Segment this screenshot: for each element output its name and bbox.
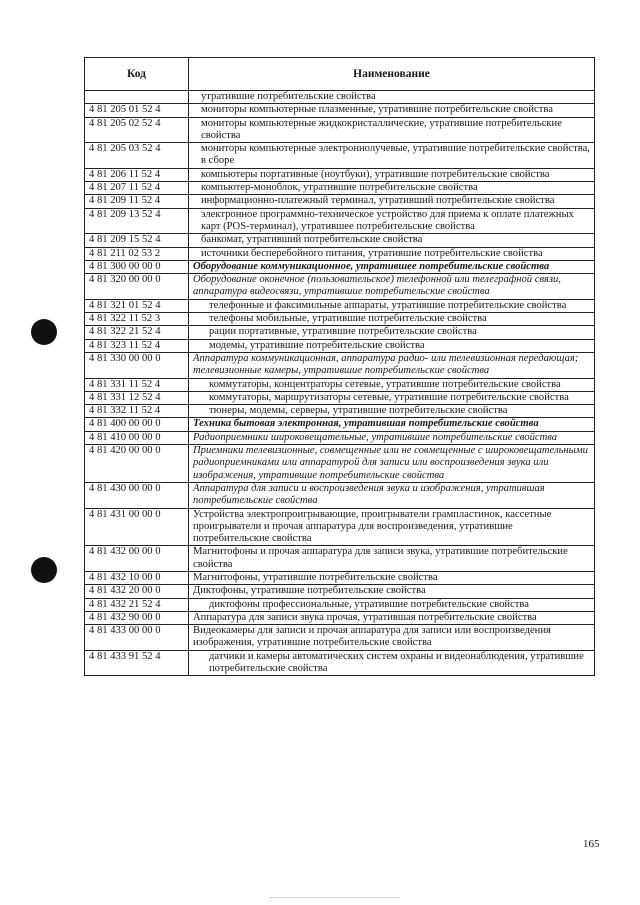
row-code: 4 81 209 11 52 4	[85, 195, 189, 208]
row-name: коммутаторы, концентраторы сетевые, утратившие потребительские свойства	[189, 378, 595, 391]
row-name: рации портативные, утратившие потребительские свойства	[189, 326, 595, 339]
table-row	[85, 546, 595, 572]
row-name: Оборудование оконечное (пользовательское) телефонной или телеграфной связи, аппаратура видеосвязи, утратившие потребительские свойства	[189, 274, 595, 300]
row-code: 4 81 207 11 52 4	[85, 182, 189, 195]
table-row	[85, 326, 595, 339]
row-name: утратившие потребительские свойства	[189, 91, 595, 104]
row-code: 4 81 320 00 00 0	[85, 274, 189, 300]
table-row	[85, 508, 595, 546]
table-row	[85, 405, 595, 418]
row-name: Техника бытовая электронная, утратившая потребительские свойства	[189, 418, 595, 431]
row-name: мониторы компьютерные плазменные, утратившие потребительские свойства	[189, 104, 595, 117]
table-row	[85, 195, 595, 208]
table-row	[85, 482, 595, 508]
table-row	[85, 650, 595, 676]
row-name: Магнитофоны, утратившие потребительские свойства	[189, 571, 595, 584]
table-row	[85, 143, 595, 169]
row-code: 4 81 331 11 52 4	[85, 378, 189, 391]
table-row	[85, 208, 595, 234]
row-name: коммутаторы, маршрутизаторы сетевые, утратившие потребительские свойства	[189, 391, 595, 404]
row-code: 4 81 332 11 52 4	[85, 405, 189, 418]
row-name: Магнитофоны и прочая аппаратура для записи звука, утратившие потребительские свойства	[189, 546, 595, 572]
row-code: 4 81 322 21 52 4	[85, 326, 189, 339]
table-row	[85, 625, 595, 651]
row-name: Аппаратура для записи звука прочая, утратившая потребительские свойства	[189, 611, 595, 624]
row-code: 4 81 410 00 00 0	[85, 431, 189, 444]
row-code	[85, 91, 189, 104]
row-name: банкомат, утративший потребительские свойства	[189, 234, 595, 247]
row-name: модемы, утратившие потребительские свойства	[189, 339, 595, 352]
row-name: Приемники телевизионные, совмещенные или не совмещенные с широковещательными радиоприемниками или аппаратурой для записи или воспроизведения звука или изображения, утратившие потребительские свойства	[189, 445, 595, 483]
table-header-row	[85, 58, 595, 91]
row-code: 4 81 431 00 00 0	[85, 508, 189, 546]
row-code: 4 81 323 11 52 4	[85, 339, 189, 352]
row-code: 4 81 209 15 52 4	[85, 234, 189, 247]
table-row	[85, 352, 595, 378]
row-code: 4 81 433 91 52 4	[85, 650, 189, 676]
table-row	[85, 378, 595, 391]
row-code: 4 81 432 21 52 4	[85, 598, 189, 611]
binder-hole-bottom	[31, 557, 57, 583]
row-name: Аппаратура коммуникационная, аппаратура радио- или телевизионная передающая; телевизионные камеры, утратившие потребительские свойства	[189, 352, 595, 378]
row-code: 4 81 420 00 00 0	[85, 445, 189, 483]
table-row	[85, 274, 595, 300]
table-row	[85, 168, 595, 181]
table-row	[85, 598, 595, 611]
row-code: 4 81 432 00 00 0	[85, 546, 189, 572]
row-code: 4 81 432 20 00 0	[85, 585, 189, 598]
row-code: 4 81 330 00 00 0	[85, 352, 189, 378]
row-name: информационно-платежный терминал, утративший потребительские свойства	[189, 195, 595, 208]
row-code: 4 81 321 01 52 4	[85, 299, 189, 312]
table-row	[85, 260, 595, 273]
row-name: телефонные и факсимильные аппараты, утратившие потребительские свойства	[189, 299, 595, 312]
row-name: мониторы компьютерные электроннолучевые, утратившие потребительские свойства, в сборе	[189, 143, 595, 169]
table-row	[85, 611, 595, 624]
row-name: компьютеры портативные (ноутбуки), утратившие потребительские свойства	[189, 168, 595, 181]
row-name: компьютер-моноблок, утратившие потребительские свойства	[189, 182, 595, 195]
table-row	[85, 431, 595, 444]
row-code: 4 81 331 12 52 4	[85, 391, 189, 404]
row-name: Устройства электропроигрывающие, проигрыватели грампластинок, кассетные проигрыватели и прочая аппаратура для воспроизведения, утратившие потребительские свойства	[189, 508, 595, 546]
column-header-code: Код	[85, 58, 189, 91]
page-number: 165	[583, 838, 600, 850]
waste-codes-table	[84, 57, 595, 676]
row-code: 4 81 300 00 00 0	[85, 260, 189, 273]
column-header-name: Наименование	[189, 58, 595, 91]
table-row	[85, 339, 595, 352]
table-row	[85, 313, 595, 326]
row-name: Радиоприемники широковещательные, утратившие потребительские свойства	[189, 431, 595, 444]
table-row	[85, 299, 595, 312]
row-name: электронное программно-техническое устройство для приема к оплате платежных карт (POS-терминал), утратившее потребительские свойства	[189, 208, 595, 234]
row-code: 4 81 400 00 00 0	[85, 418, 189, 431]
row-code: 4 81 205 01 52 4	[85, 104, 189, 117]
table-row	[85, 391, 595, 404]
row-name: Диктофоны, утратившие потребительские свойства	[189, 585, 595, 598]
table-row	[85, 104, 595, 117]
row-code: 4 81 432 10 00 0	[85, 571, 189, 584]
row-name: источники бесперебойного питания, утратившие потребительские свойства	[189, 247, 595, 260]
table-row	[85, 585, 595, 598]
table-row	[85, 445, 595, 483]
row-code: 4 81 433 00 00 0	[85, 625, 189, 651]
row-code: 4 81 205 03 52 4	[85, 143, 189, 169]
row-name: Оборудование коммуникационное, утратившее потребительские свойства	[189, 260, 595, 273]
row-name: датчики и камеры автоматических систем охраны и видеонаблюдения, утратившие потребительские свойства	[189, 650, 595, 676]
row-code: 4 81 206 11 52 4	[85, 168, 189, 181]
row-name: тюнеры, модемы, серверы, утратившие потребительские свойства	[189, 405, 595, 418]
table-row	[85, 117, 595, 143]
table-row	[85, 571, 595, 584]
row-name: Видеокамеры для записи и прочая аппаратура для записи или воспроизведения изображения, утратившие потребительские свойства	[189, 625, 595, 651]
table-row	[85, 182, 595, 195]
row-name: диктофоны профессиональные, утратившие потребительские свойства	[189, 598, 595, 611]
scan-artifact	[270, 897, 400, 900]
row-code: 4 81 211 02 53 2	[85, 247, 189, 260]
table-row	[85, 418, 595, 431]
table-row	[85, 91, 595, 104]
row-code: 4 81 432 90 00 0	[85, 611, 189, 624]
table-row	[85, 247, 595, 260]
row-code: 4 81 322 11 52 3	[85, 313, 189, 326]
binder-hole-top	[31, 319, 57, 345]
table-row	[85, 234, 595, 247]
row-code: 4 81 209 13 52 4	[85, 208, 189, 234]
row-name: Аппаратура для записи и воспроизведения звука и изображения, утратившая потребительские свойства	[189, 482, 595, 508]
row-code: 4 81 430 00 00 0	[85, 482, 189, 508]
row-name: телефоны мобильные, утратившие потребительские свойства	[189, 313, 595, 326]
row-name: мониторы компьютерные жидкокристаллические, утратившие потребительские свойства	[189, 117, 595, 143]
row-code: 4 81 205 02 52 4	[85, 117, 189, 143]
